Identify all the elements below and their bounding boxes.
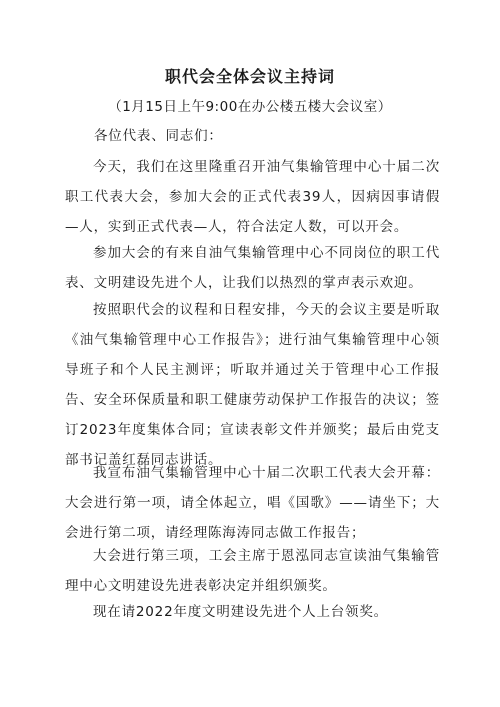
paragraph-award: 现在请2022年度文明建设先进个人上台领奖。 (93, 604, 388, 620)
salutation: 各位代表、同志们： (94, 128, 223, 144)
meeting-time-location: （1月15日上午9:00在办公楼五楼大会议室） (108, 99, 392, 115)
document-title: 职代会全体会议主持词 (164, 67, 335, 86)
paragraph-opening: 今天，我们在这里隆重召开油气集输管理中心十届二次职工代表大会，参加大会的正式代表39人，因病因事请假—人，实到正式代表—人，符合法定人数，可以开会。 (65, 159, 440, 235)
paragraph-welcome: 参加大会的有来自油气集输管理中心不同岗位的职工代表、文明建设先进个人，让我们以热烈的掌声表示欢迎。 (65, 245, 440, 291)
paragraph-opening-declaration: 我宣布油气集输管理中心十届二次职工代表大会开幕：大会进行第一项，请全体起立，唱《国歌》——请坐下；大会进行第二项，请经理陈海涛同志做工作报告； (65, 465, 440, 541)
paragraph-third-item: 大会进行第三项，工会主席于恩泓同志宣读油气集输管理中心文明建设先进表彰决定并组织颁奖。 (65, 548, 440, 594)
paragraph-agenda: 按照职代会的议程和日程安排，今天的会议主要是听取《油气集输管理中心工作报告》；进行油气集输管理中心领导班子和个人民主测评；听取并通过关于管理中心工作报告、安全环保质量和职工健康劳动保护工作报告的决议；签订2023年度集体合同；宣读表彰文件并颁奖；最后由党支部书记盖红磊同志讲话。 (65, 302, 440, 468)
